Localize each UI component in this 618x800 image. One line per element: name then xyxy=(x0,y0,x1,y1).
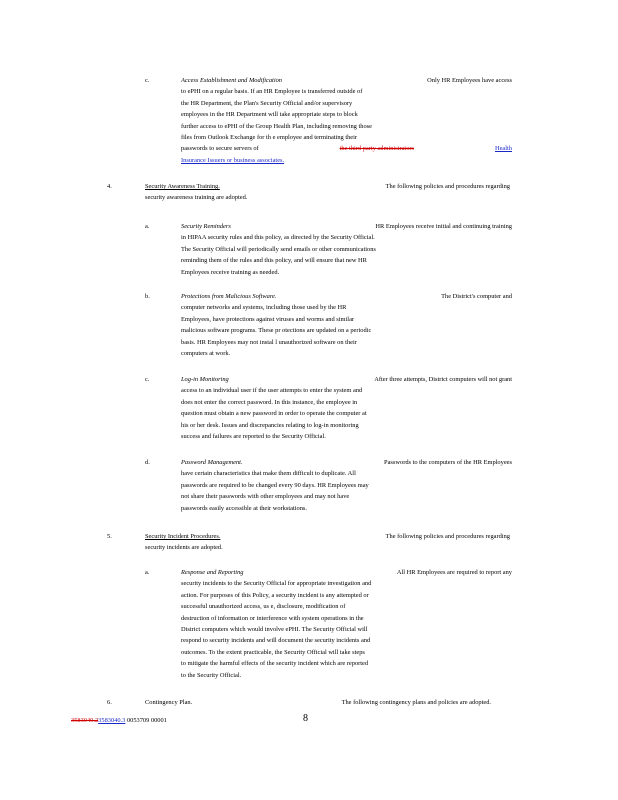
section-number: 6. xyxy=(107,699,112,706)
item-label: a. xyxy=(145,569,150,576)
section-title: Security Incident Procedures. xyxy=(145,533,221,540)
password-management-paragraph: Password Management. Passwords to the computers of the HR Employees have certain characteristics that make them difficult to duplicate. All passwords are required to be changed every 90 days. HR Employees may not share their passwords with other employees and may not have passwords easily accessible at their workstations. xyxy=(181,459,512,512)
security-awareness-paragraph: Security Awareness Training. The following policies and procedures regarding security awareness training are adopted. xyxy=(145,183,510,202)
security-reminders-paragraph: Security Reminders HR Employees receive initial and continuing training in HIPAA security rules and this policy, as directed by the Security Official. The Security Official will periodically send emails or other communications reminding them of the rules and this policy, and will ensure that new HR Employees receive training as needed. xyxy=(181,223,512,276)
page-number: 8 xyxy=(303,713,308,724)
response-reporting-paragraph: Response and Reporting All HR Employees are required to report any security incidents to the Security Official for appropriate investigation and action. For purposes of this Policy, a security incident is any attempted or successful unauthorized access, us e, disclosure, modification of destruction of information or interference with system operations in the District computers which would involve ePHI. The Security Official will respond to security incidents and will document the security incidents and outcomes. To the extent practicable, the Security Official will take steps to mitigate the harmful effects of the security incident which are reported to the Security Official. xyxy=(181,569,512,679)
access-establishment-paragraph: Access Establishment and Modification Only HR Employees have access to ePHI on a regular basis. If an HR Employee is transferred outside of the HR Department, the Plan's Security Official and/or supervisory employees in the HR Department will take appropriate steps to block further access to ePHI of the Group Health Plan, including removing those files from Outlook Exchange for th e employee and terminating their passwords to secure servers of the third party administrators Health Insurance Issuers or business associates. xyxy=(181,77,512,164)
item-title: Security Reminders xyxy=(181,223,231,230)
security-incident-paragraph: Security Incident Procedures. The following policies and procedures regarding security incidents are adopted. xyxy=(145,533,510,552)
item-label: b. xyxy=(145,293,150,300)
document-footer-id: 3583040.23583040.3 0053709 00001 xyxy=(71,717,167,724)
item-title: Password Management. xyxy=(181,459,243,466)
inserted-doc-id: 3583040.3 xyxy=(98,717,126,724)
deleted-text: the third party administrators xyxy=(339,145,415,153)
item-label: d. xyxy=(145,459,150,466)
item-title: Response and Reporting xyxy=(181,569,244,576)
item-title: Log-in Monitoring xyxy=(181,376,229,383)
malicious-software-paragraph: Protections from Malicious Software. The District's computer and computer networks and systems, including those used by the HR Employees, have protections against viruses and worms and similar malicious software programs. These pr otections are updated on a periodic basis. HR Employees may not instal l unauthorized software on their computers at work. xyxy=(181,293,512,358)
inserted-text: Insurance Issuers or business associates. xyxy=(181,156,285,164)
item-label: a. xyxy=(145,223,150,230)
login-monitoring-paragraph: Log-in Monitoring After three attempts, District computers will not grant access to an individual user if the user attempts to enter the system and does not enter the correct password. In this instance, the employee in question must obtain a new password in order to operate the computer at his or her desk. Issues and discrepancies relating to log-in monitoring success and failures are reported to the Security Official. xyxy=(181,376,512,441)
item-title: Protections from Malicious Software. xyxy=(181,293,277,300)
item-label: c. xyxy=(145,77,150,84)
item-title: Access Establishment and Modification xyxy=(181,77,282,84)
inserted-text: Health xyxy=(494,145,512,153)
deleted-doc-id: 3583040.2 xyxy=(71,717,99,724)
section-number: 4. xyxy=(107,183,112,190)
contingency-plan-paragraph: Contingency Plan. The following contingency plans and policies are adopted. xyxy=(145,697,491,708)
section-number: 5. xyxy=(107,533,112,540)
item-label: c. xyxy=(145,376,150,383)
section-title: Security Awareness Training. xyxy=(145,183,220,190)
section-title: Contingency Plan. xyxy=(145,699,193,706)
